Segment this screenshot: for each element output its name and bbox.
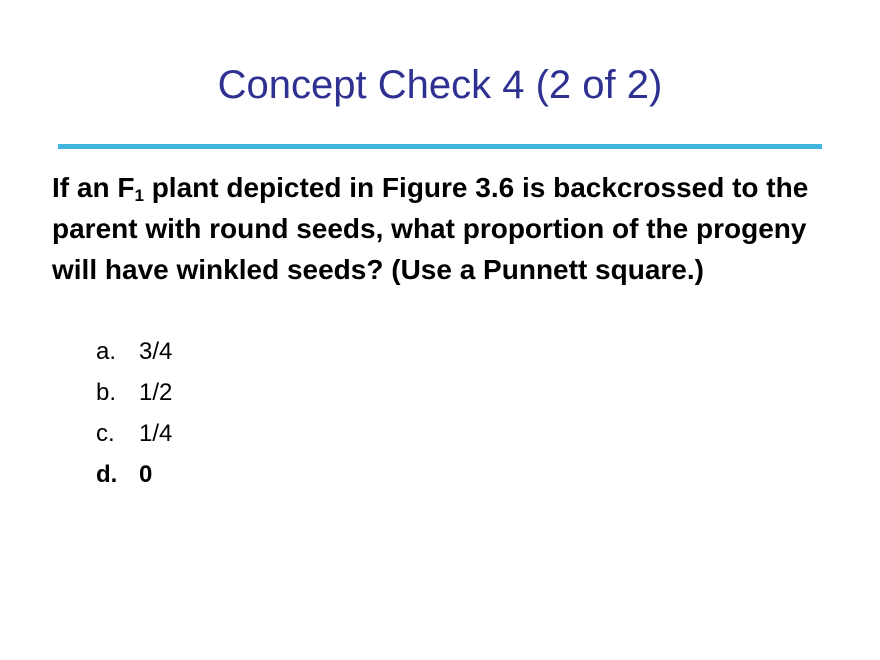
question-text-part2: plant depicted in Figure 3.6 is backcrossed to the parent with round seeds, what proportion of the progeny will have winkled seeds? (Use a Punnett square.): [52, 172, 809, 285]
answer-option-d: [96, 454, 172, 495]
answer-option-a: [96, 331, 172, 372]
question-subscript: 1: [134, 186, 144, 205]
option-text: 1/2: [139, 379, 173, 406]
answer-option-b: [96, 372, 172, 413]
option-text: 1/4: [139, 420, 173, 447]
answer-option-c: [96, 413, 172, 454]
answer-options: [96, 331, 172, 495]
option-letter: a.: [96, 338, 117, 365]
title-divider: [58, 144, 822, 149]
question-text-part1: If an F: [52, 172, 135, 203]
option-text: 3/4: [139, 338, 173, 365]
option-letter: d.: [96, 461, 118, 488]
question-text: [52, 167, 832, 290]
option-letter: b.: [96, 379, 117, 406]
slide-title: Concept Check 4 (2 of 2): [217, 63, 663, 107]
option-text: 0: [139, 461, 153, 488]
option-letter: c.: [96, 420, 115, 447]
